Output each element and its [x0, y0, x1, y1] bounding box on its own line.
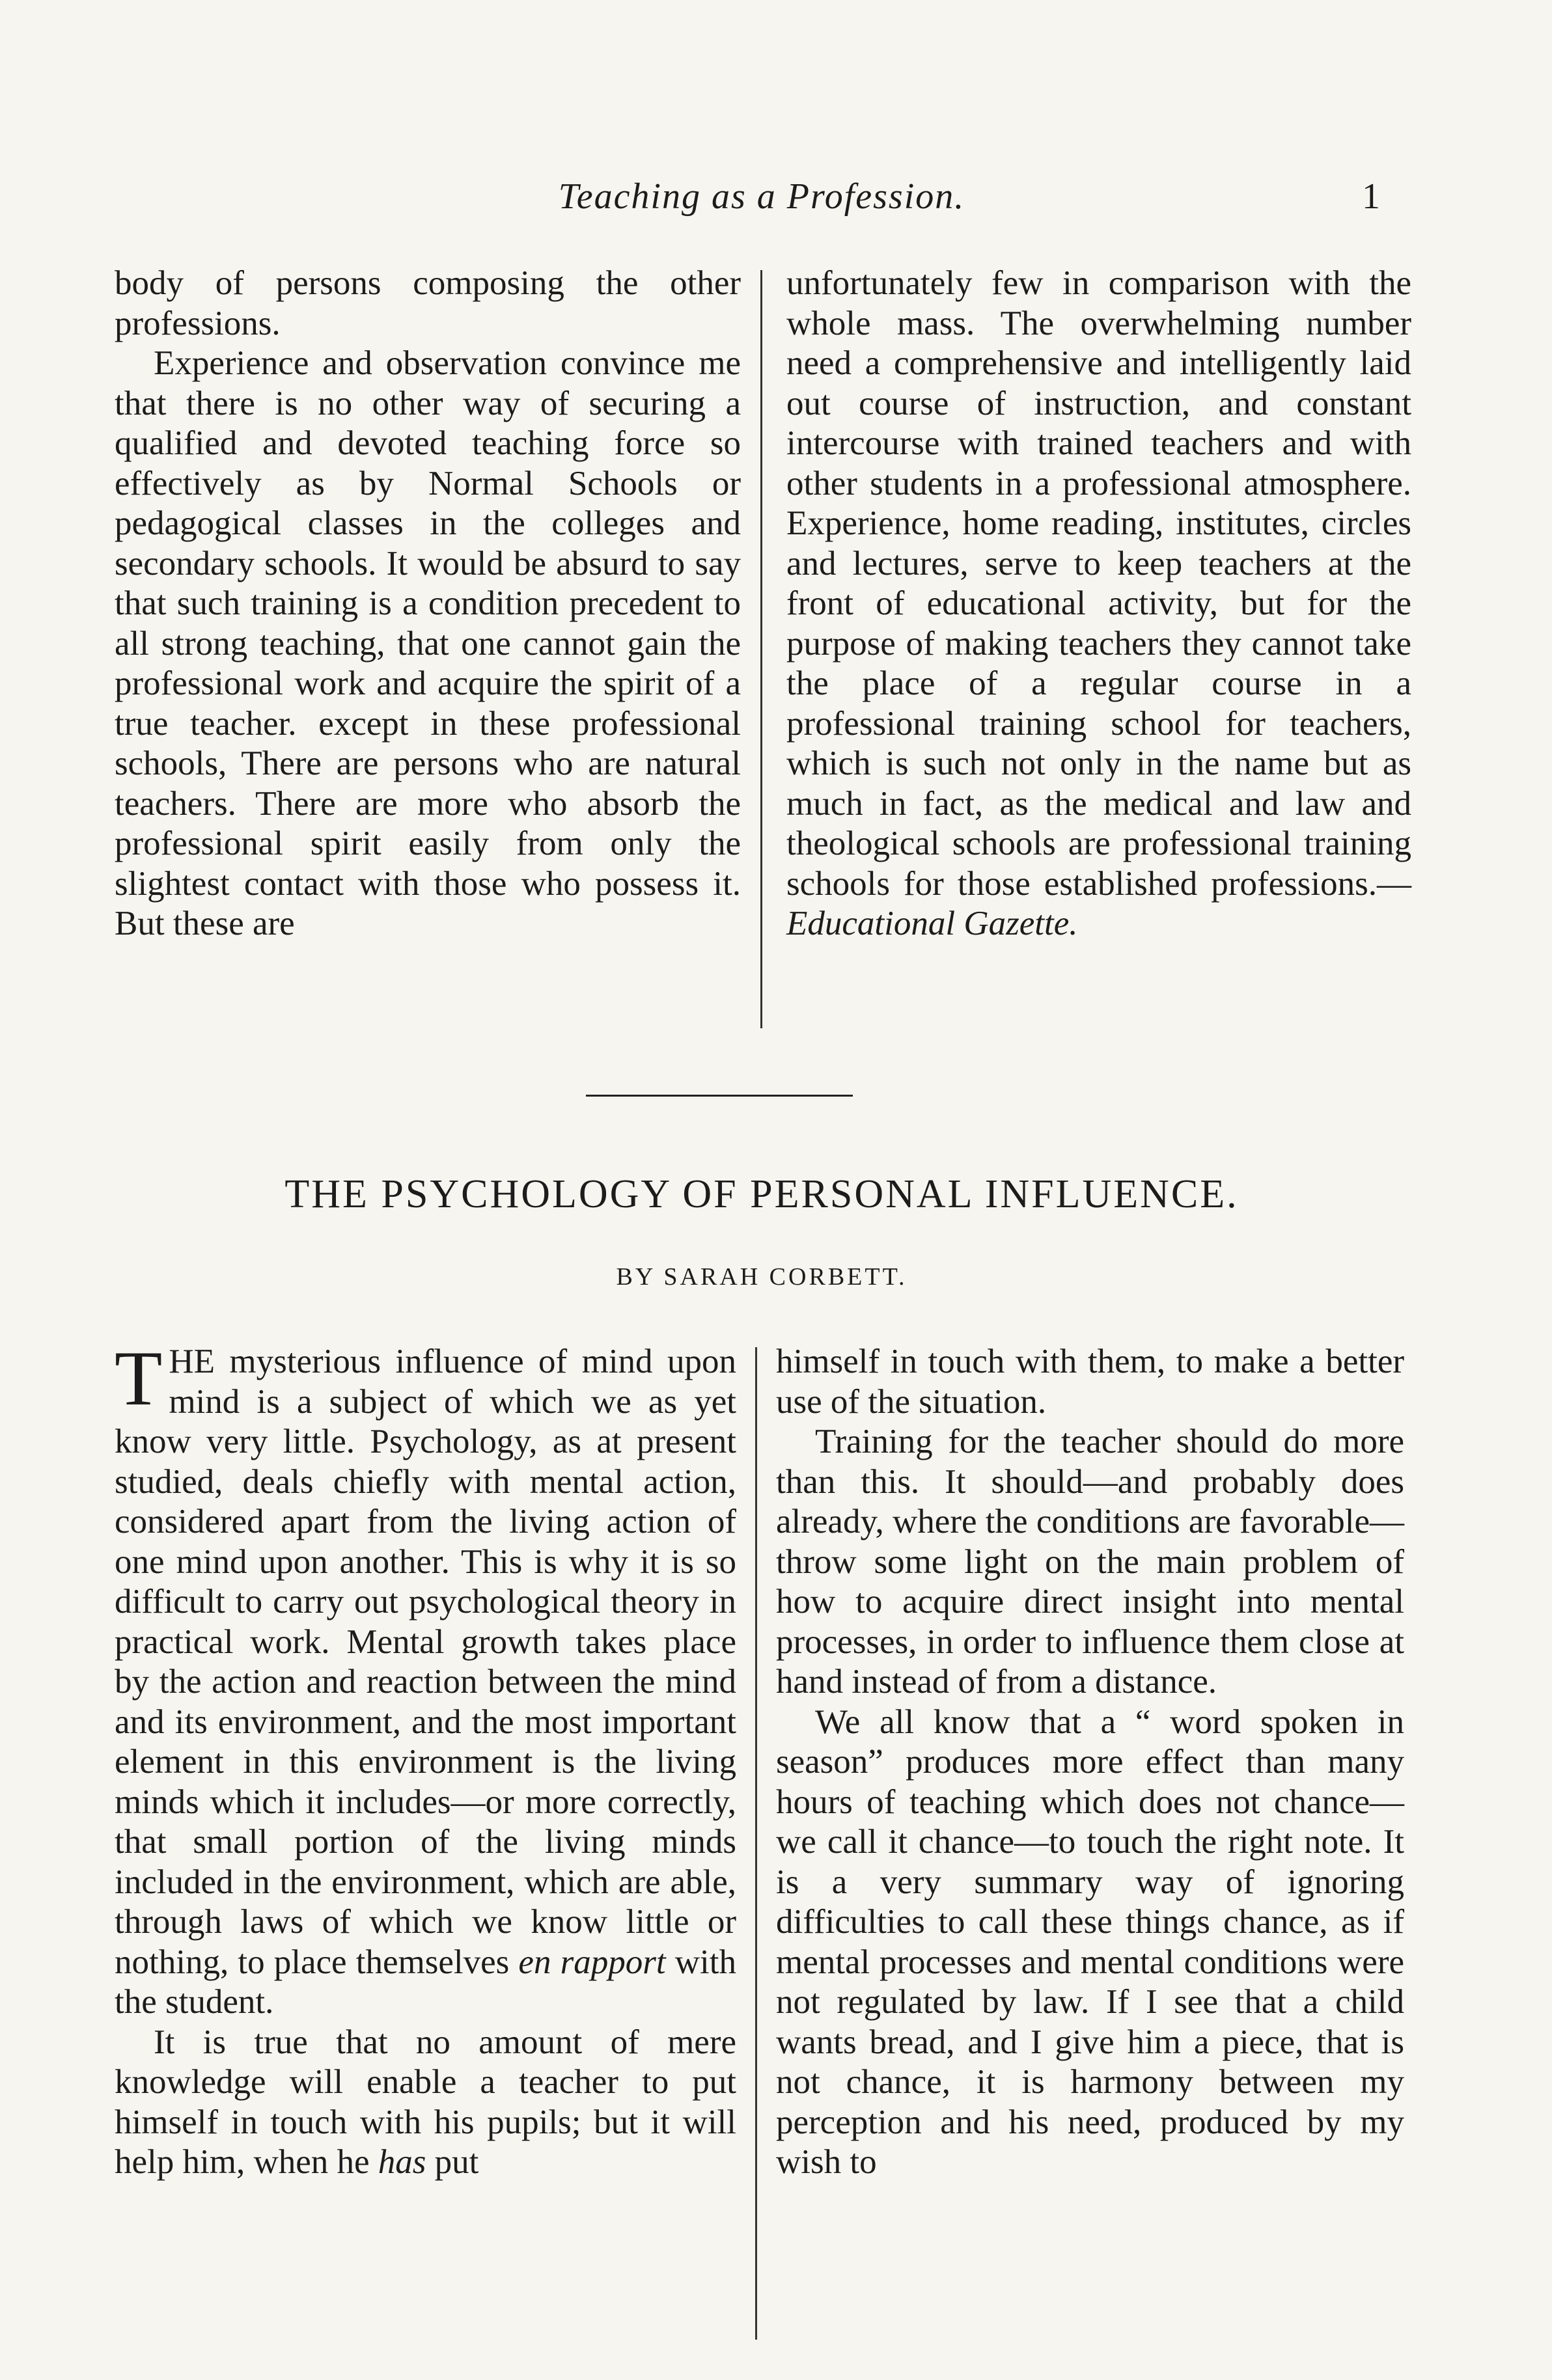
previous-article-left-column: [115, 264, 741, 944]
drop-cap: T: [115, 1335, 163, 1421]
italic-phrase: en rapport: [518, 1943, 666, 1981]
paragraph: [115, 2023, 736, 2183]
article-byline: BY SARAH CORBETT.: [616, 1263, 908, 1291]
column-divider: [760, 270, 762, 1028]
previous-article-right-column: [786, 264, 1411, 944]
running-header: [104, 176, 1419, 228]
paragraph-text: It is true that no amount of mere knowledge will enable a teacher to put himself in touch with his pupils; but it will help him, when he: [115, 2023, 736, 2181]
paragraph: [786, 264, 1411, 944]
paragraph: Training for the teacher should do more than this. It should—and probably does already, where the conditions are favorable—throw some light on the main problem of how to acquire direct insight into mental processes, in order to influence them close at hand instead of from a distance.: [776, 1423, 1404, 1701]
paragraph: body of persons composing the other professions.: [115, 264, 741, 342]
section-separator-rule: [586, 1095, 853, 1097]
paragraph: [115, 1335, 736, 2023]
running-title: Teaching as a Profession.: [558, 176, 965, 217]
paragraph-text: with the student.: [115, 1943, 736, 2021]
article-right-column: [776, 1342, 1404, 2183]
article-left-column: [115, 1335, 736, 2183]
source-citation: Educational Gazette.: [786, 905, 1078, 942]
article-title: THE PSYCHOLOGY OF PERSONAL INFLUENCE.: [284, 1172, 1239, 1216]
italic-word: has: [378, 2143, 426, 2181]
paragraph: himself in touch with them, to make a better use of the situation.: [776, 1343, 1404, 1421]
paragraph: We all know that a “ word spoken in season” produces more effect than many hours of teaching which does not chance—we call it chance—to touch the right note. It is a very summary way of ignoring difficulties to call these things chance, as if mental processes and mental conditions were not regulated by law. If I see that a child wants bread, and I give him a piece, that is not chance, it is harmony between my perception and his need, produced by my wish to: [776, 1703, 1404, 2181]
page-number: 1: [1362, 176, 1380, 217]
paragraph-text: HE mysterious influence of mind upon mind is a subject of which we as yet know very little. Psychology, as at present studied, deals chiefly with mental action, considered apart from the living action of one mind upon another. This is why it is so difficult to carry out psychological theory in practical work. Mental growth takes place by the action and reaction between the mind and its environment, and the most important element in this environment is the living minds which it includes—or more correctly, that small portion of the living minds included in the environment, which are able, through laws of which we know little or nothing, to place themselves: [115, 1343, 736, 1981]
paragraph-text: unfortunately few in comparison with the whole mass. The overwhelming number need a comprehensive and intelligently laid out course of instruction, and constant intercourse with trained teachers and with other students in a professional atmosphere. Experience, home reading, institutes, circles and lectures, serve to keep teachers at the front of educational activity, but for the purpose of making teachers they cannot take the place of a regular course in a professional training school for teachers, which is such not only in the name but as much in fact, as the medical and law and theological schools are professional training schools for those established professions.—: [786, 264, 1411, 903]
column-divider: [755, 1347, 757, 2340]
paragraph-text: put: [426, 2143, 479, 2181]
paragraph: Experience and observation convince me that there is no other way of securing a qualified and devoted teaching force so effectively as by Normal Schools or pedagogical classes in the colleges and secondary schools. It would be absurd to say that such training is a condition precedent to all strong teaching, that one cannot gain the professional work and acquire the spirit of a true teacher. except in these professional schools, There are persons who are natural teachers. There are more who absorb the professional spirit easily from only the slightest contact with those who possess it. But these are: [115, 344, 741, 942]
